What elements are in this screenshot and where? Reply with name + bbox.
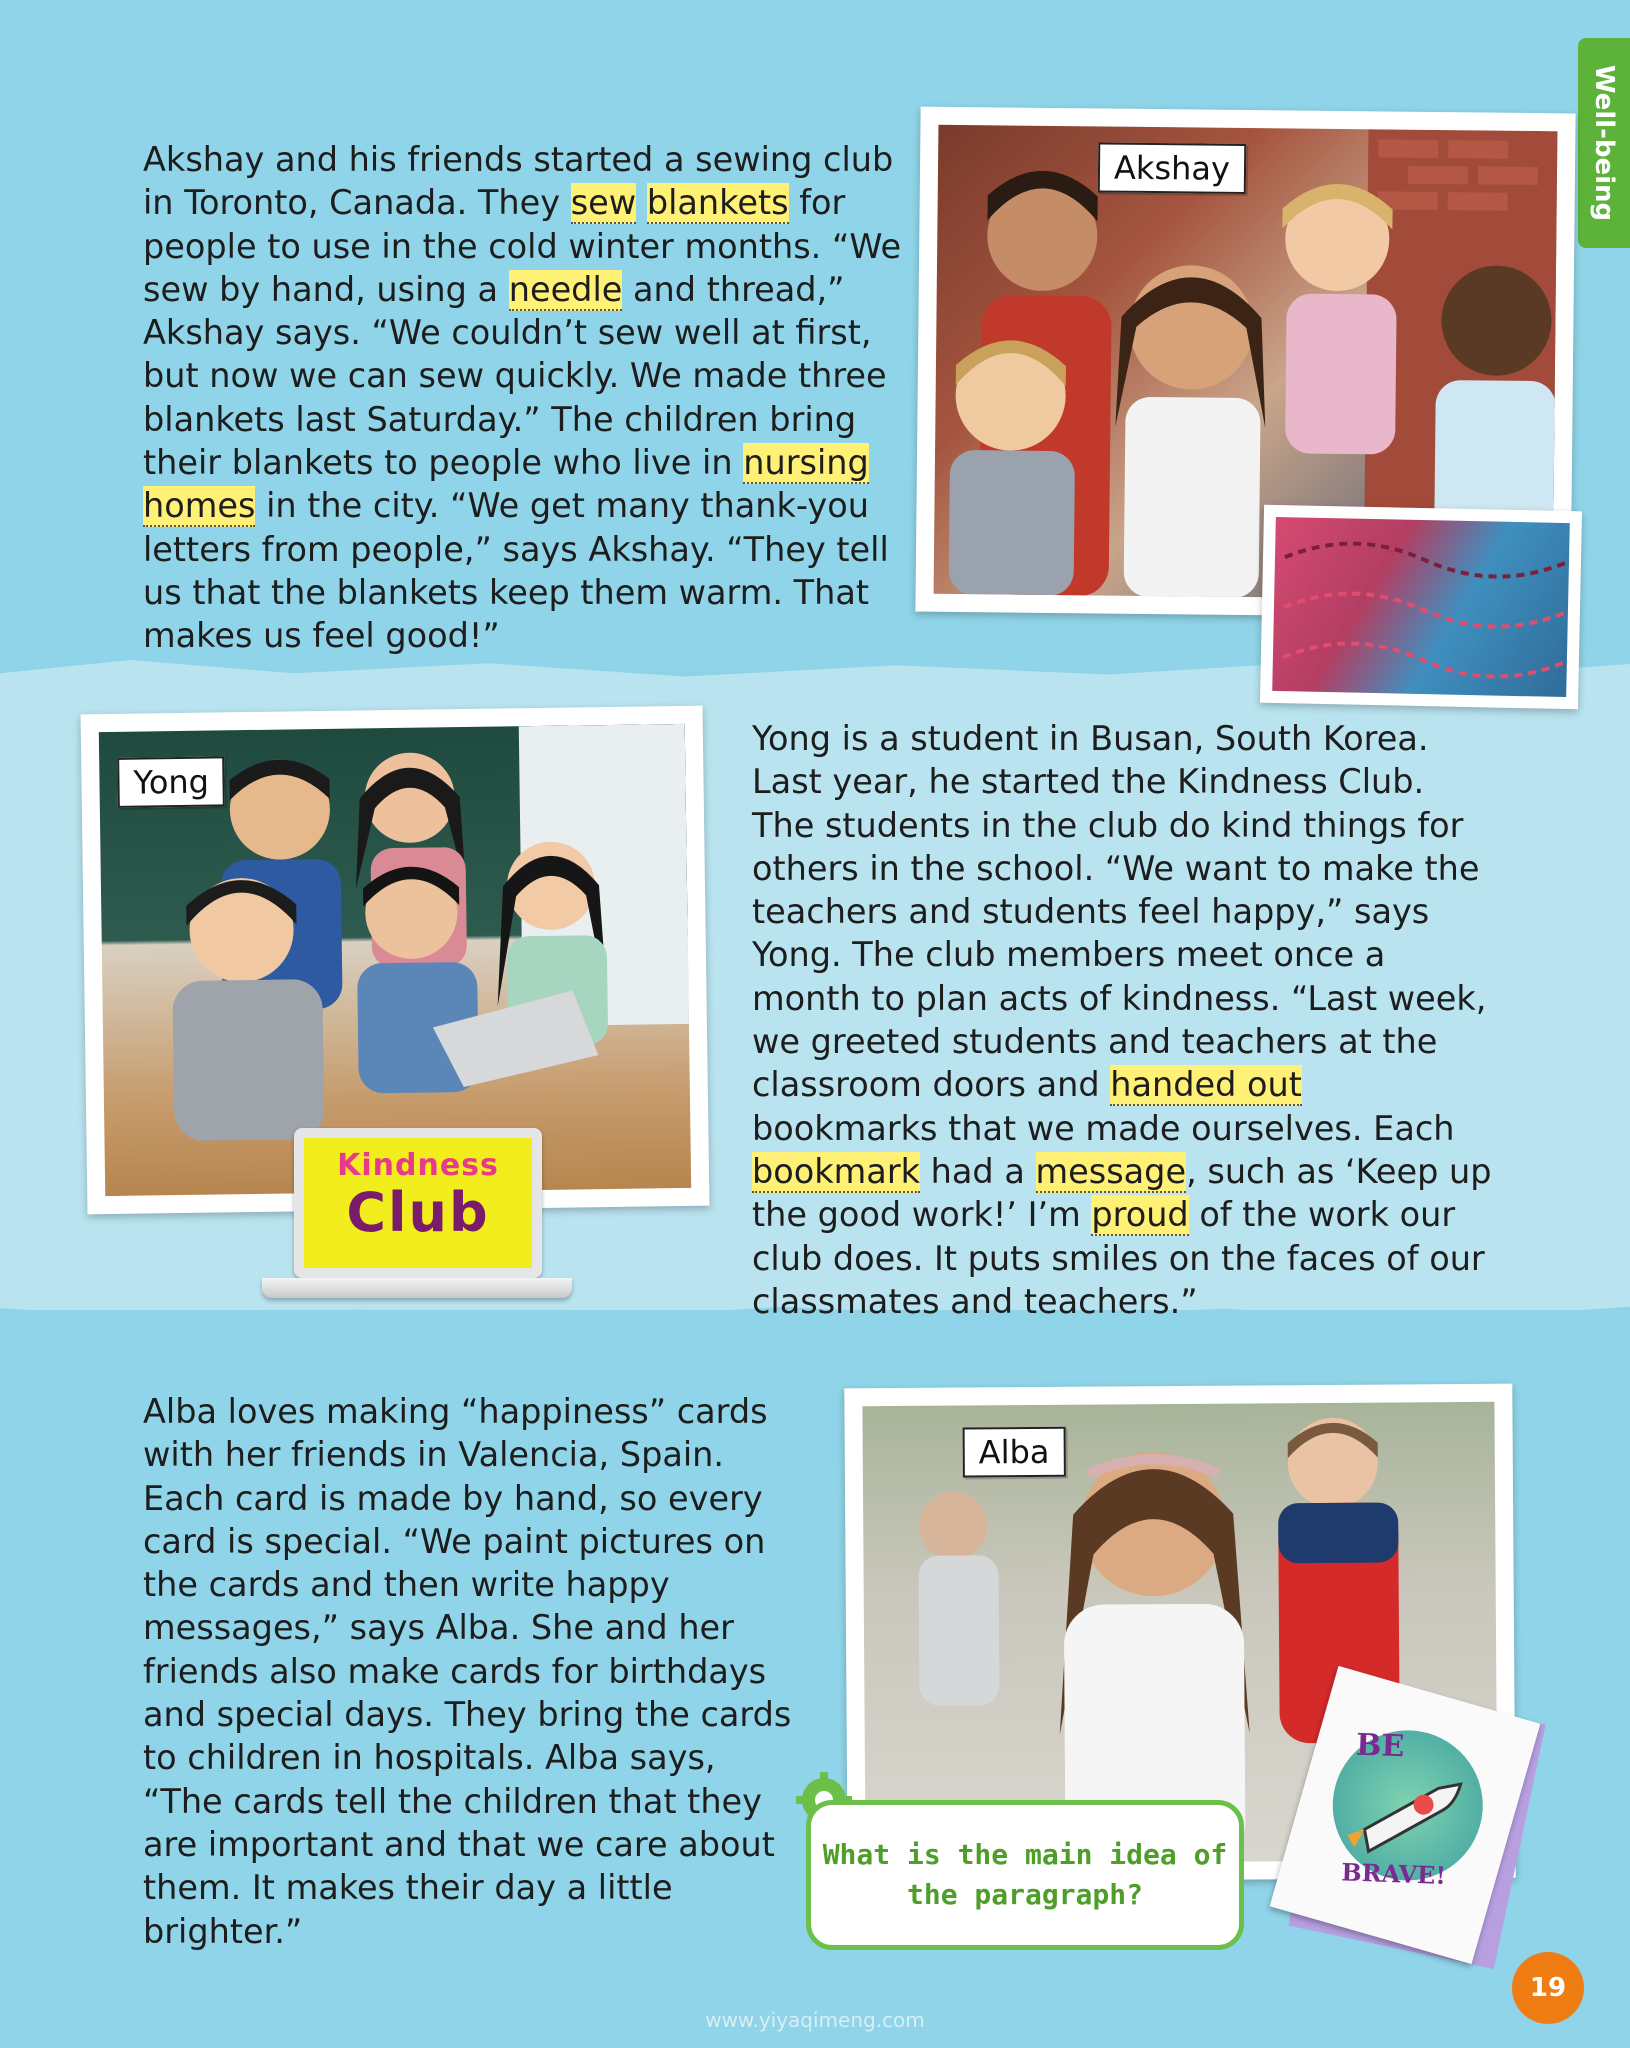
card-text-line1: BE bbox=[1355, 1727, 1405, 1765]
vocabulary-highlight: proud bbox=[1091, 1195, 1189, 1235]
section-side-tab bbox=[1578, 38, 1630, 248]
yong-name-tag bbox=[117, 756, 225, 807]
paragraph-text: in the city. “We get many thank-you letters from people,” says Akshay. “They tell us that the blankets keep them warm. That makes us feel good!” bbox=[143, 486, 889, 656]
akshay-paragraph bbox=[143, 138, 913, 658]
watermark: www.yiyaqimeng.com bbox=[705, 2008, 925, 2032]
paragraph-text: Yong is a student in Busan, South Korea. Last year, he started the Kindness Club. The students in the club do kind things for others in the school. “We want to make the teachers and students feel happy,” says Yong. The club members meet once a month to plan acts of kindness. “Last week, we greeted students and teachers at the classroom doors and bbox=[752, 719, 1487, 1105]
paragraph-text: bookmarks that we made ourselves. Each bbox=[752, 1108, 1455, 1148]
page-number-badge: 19 bbox=[1512, 1952, 1584, 2024]
akshay-name-tag bbox=[1098, 142, 1246, 194]
vocabulary-highlight: sew bbox=[570, 183, 637, 223]
paragraph-text: Alba loves making “happiness” cards with her friends in Valencia, Spain. Each card is made by hand, so every card is special. “We paint pictures on the cards and then write happy messages,” says Alba. She and her friends also make cards for birthdays and special days. They bring the cards to children in hospitals. Alba says, “The cards tell the children that they are important and that we care about them. It makes their day a little brighter.” bbox=[143, 1392, 792, 1951]
yong-paragraph bbox=[752, 717, 1497, 1323]
blanket-photo-image bbox=[1272, 517, 1570, 697]
laptop-base bbox=[262, 1278, 572, 1298]
vocabulary-highlight: bookmark bbox=[752, 1151, 920, 1191]
blanket-stitches bbox=[1272, 517, 1570, 697]
paragraph-text: and thread,” Akshay says. “We couldn’t sew well at first, but now we can sew quickly. We made three blankets last Saturday.” The children bring their blankets to people who live in bbox=[143, 269, 887, 483]
vocabulary-highlight: needle bbox=[508, 269, 623, 309]
paragraph-text: Akshay and his friends started a sewing club in Toronto, Canada. They bbox=[143, 140, 894, 223]
side-tab-label: Well-being bbox=[1589, 64, 1619, 222]
paragraph-text bbox=[636, 183, 647, 222]
yong-name-tag-label: Yong bbox=[133, 762, 210, 802]
blanket-photo bbox=[1260, 505, 1582, 710]
paragraph-text: for people to use in the cold winter months. “We sew by hand, using a bbox=[143, 183, 902, 309]
laptop-screen bbox=[294, 1128, 542, 1278]
vocabulary-highlight: blankets bbox=[646, 183, 789, 223]
card-text-line2: BRAVE! bbox=[1340, 1857, 1447, 1890]
laptop-screen-line1: Kindness bbox=[337, 1148, 499, 1183]
laptop-screen-line2: Club bbox=[346, 1181, 490, 1244]
question-text: What is the main idea of the paragraph? bbox=[822, 1838, 1228, 1911]
alba-name-tag bbox=[963, 1427, 1066, 1478]
paragraph-text: , such as ‘Keep up the good work!’ I’m bbox=[752, 1151, 1492, 1235]
paragraph-text: had a bbox=[920, 1151, 1036, 1191]
akshay-name-tag-label: Akshay bbox=[1113, 148, 1231, 188]
alba-paragraph bbox=[143, 1390, 801, 1953]
vocabulary-highlight: handed out bbox=[1110, 1065, 1302, 1105]
kindness-club-laptop bbox=[262, 1128, 572, 1318]
question-bubble bbox=[806, 1800, 1244, 1950]
vocabulary-highlight: nursing homes bbox=[143, 443, 869, 526]
laptop-screen-display bbox=[304, 1138, 532, 1268]
paragraph-text: of the work our club does. It puts smiles on the faces of our classmates and teachers.” bbox=[752, 1195, 1485, 1321]
alba-name-tag-label: Alba bbox=[978, 1432, 1050, 1472]
vocabulary-highlight: message bbox=[1035, 1151, 1187, 1191]
